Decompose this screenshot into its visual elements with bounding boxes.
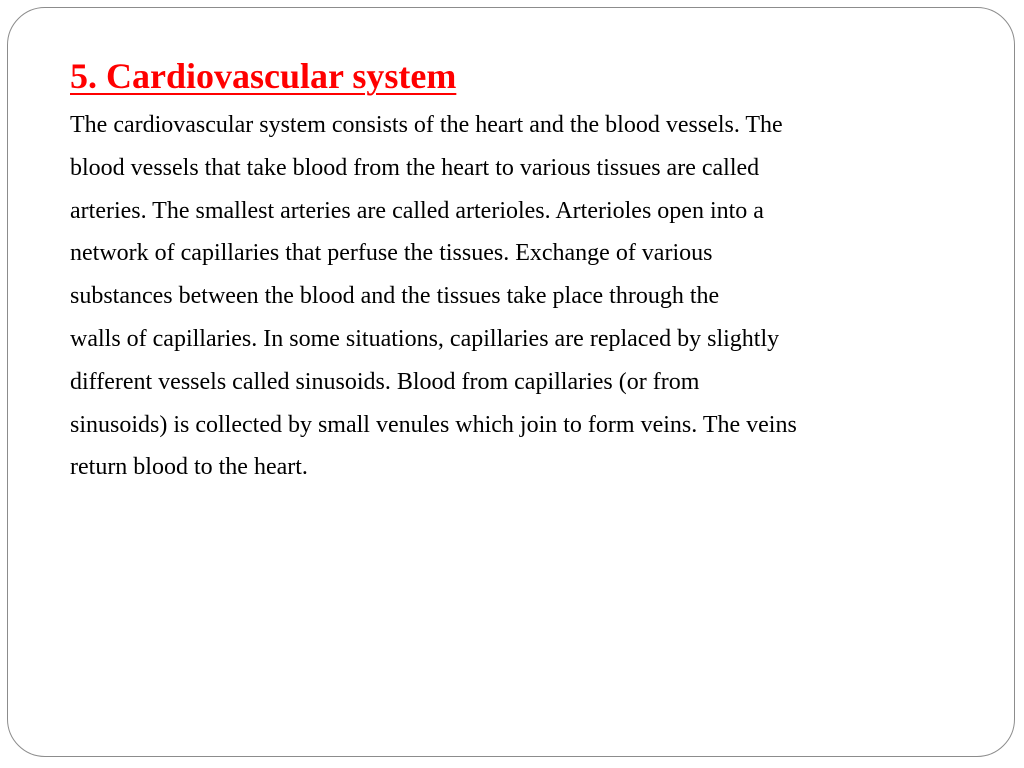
slide-body (70, 104, 970, 489)
body-line: different vessels called sinusoids. Blood from capillaries (or from (70, 368, 700, 395)
body-line: network of capillaries that perfuse the tissues. Exchange of various (70, 240, 713, 267)
slide-frame (7, 7, 1015, 757)
body-line: The cardiovascular system consists of the heart and the blood vessels. The (70, 112, 783, 138)
body-line: substances between the blood and the tissues take place through the (70, 283, 720, 310)
body-line: sinusoids) is collected by small venules which join to form veins. The veins (70, 411, 797, 438)
body-line: arteries. The smallest arteries are called arterioles. Arterioles open into a (70, 197, 764, 224)
body-line: walls of capillaries. In some situations, capillaries are replaced by slightly (70, 325, 780, 352)
body-line: blood vessels that take blood from the heart to various tissues are called (70, 154, 760, 181)
slide-title: 5. Cardiovascular system (70, 56, 457, 96)
body-line: return blood to the heart. (70, 454, 308, 481)
